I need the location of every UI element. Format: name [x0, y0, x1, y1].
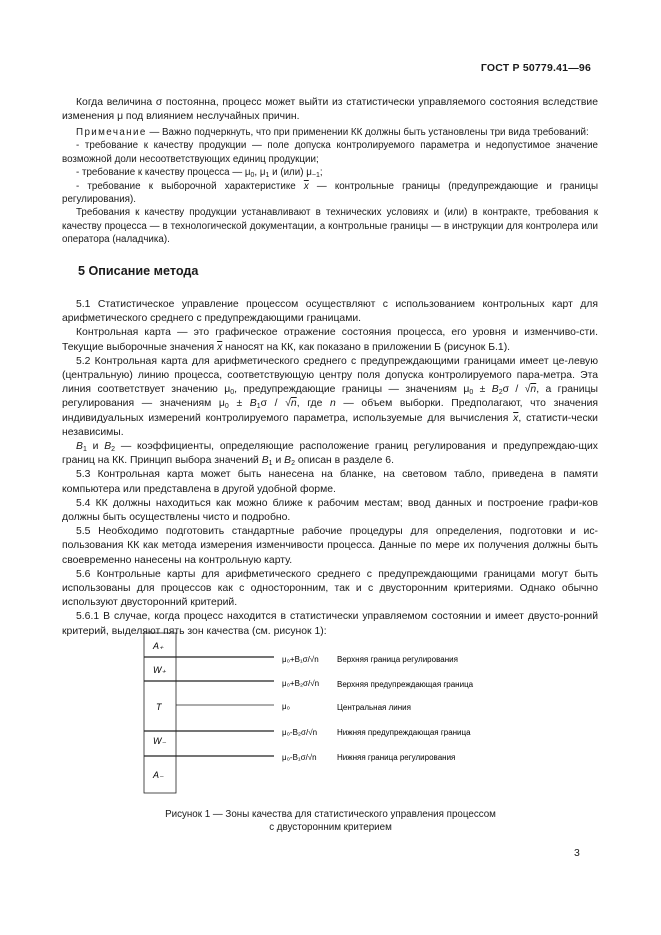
- sub-2: 2: [111, 446, 116, 454]
- b-symbol: B: [249, 398, 257, 410]
- pb-a: и: [86, 441, 105, 453]
- sub-2: 2: [498, 389, 503, 397]
- paragraph-control-chart-a: Контрольная карта — это графическое отражение состояния процесса, его уровня и изменчиво-сти. Текущие выборочные значения: [62, 327, 598, 353]
- document-code-header: ГОСТ Р 50779.41—96: [480, 62, 591, 74]
- n-symbol: n: [530, 384, 537, 396]
- b-symbol: B: [261, 455, 269, 467]
- p52-b: , предупреждающие границы — значениям μ: [234, 384, 470, 396]
- sub-0: 0: [224, 403, 229, 411]
- p52-h: — объем выборки. Предполагают, что значения индивидуальных измерений контролируемого параметра, используемые для вычисления: [62, 398, 599, 424]
- p52-i: , статисти-чески независимы.: [62, 412, 598, 438]
- formula-lcl: μ₀-B₁σ/√n: [282, 753, 317, 762]
- formula-ucl: μ₀+B₁σ/√n: [282, 655, 319, 664]
- note-item-process-end: ;: [319, 167, 323, 179]
- label-lcl: Нижняя граница регулирования: [337, 753, 456, 762]
- zone-label-w-minus: W₋: [153, 736, 167, 746]
- n-symbol: n: [330, 398, 336, 410]
- figure-caption-line1: Рисунок 1 — Зоны качества для статистического управления процессом: [165, 809, 496, 820]
- note-item-product: - требование к качеству продукции — поле допуска контролируемого параметра и недопустимое значение возможной доли несоответствующих единиц продукции;: [62, 140, 598, 165]
- paragraph-5-6: 5.6 Контрольные карты для арифметического среднего с предупреждающими границами могут быть использованы для процессов как с односторонним, так и с двусторонним критериями. Однако обычно используют двусторонний критерий.: [62, 568, 598, 609]
- sub-0: 0: [250, 172, 255, 180]
- p52-d: σ / √: [502, 384, 531, 396]
- note-closing: Требования к качеству продукции устанавливают в технических условиях и (или) в контракте, требования к качеству процесса — в технологической документации, а контрольные границы — в инструкции для контролера или оператора (наладчика).: [62, 207, 598, 246]
- b-symbol: B: [104, 441, 112, 453]
- p52-f: σ / √: [260, 398, 291, 410]
- label-lwl: Нижняя предупреждающая граница: [337, 728, 471, 737]
- paragraph-5-3: 5.3 Контрольная карта может быть нанесена на бланке, на световом табло, приведена в памяти компьютера или представлена в другой удобной форме.: [62, 469, 598, 495]
- intro-paragraph: Когда величина σ постоянна, процесс может выйти из статистически управляемого состояния вследствие изменения μ под влиянием неслучайных причин.: [62, 97, 598, 123]
- p52-e: , а границы регулирования — значениям μ: [62, 384, 598, 410]
- section-title: 5 Описание метода: [78, 264, 199, 278]
- b-symbol: B: [491, 384, 499, 396]
- sub-1: 1: [82, 446, 87, 454]
- note-item-process-text: - требование к качеству процесса — μ: [76, 167, 251, 179]
- paragraph-control-chart-b: наносят на КК, как показано в приложении Б (рисунок Б.1).: [222, 341, 511, 353]
- b-symbol: B: [284, 455, 292, 467]
- xbar-symbol: $\overline{x}$: [217, 341, 223, 353]
- paragraph-5-1: 5.1 Статистическое управление процессом осуществляют с использованием контрольных карт для арифметического среднего с предупреждающими границами.: [62, 299, 598, 325]
- formula-lwl: μ₀-B₂σ/√n: [282, 728, 318, 737]
- formula-cl: μ₀: [282, 702, 290, 711]
- b-symbol: B: [76, 441, 83, 453]
- note-item-sample-post: — контрольные границы (предупреждающие и границы регулирования).: [62, 180, 598, 206]
- page-number: 3: [574, 847, 580, 859]
- pb-d: описан в разделе 6.: [294, 455, 394, 467]
- pb-b: — коэффициенты, определяющие расположение границ регулирования и предупреждаю-щих границ на КК. Принцип выбора значений: [62, 441, 599, 467]
- sub-2: 2: [291, 460, 295, 468]
- label-cl: Центральная линия: [337, 703, 411, 712]
- n-symbol: n: [290, 398, 297, 410]
- paragraph-5-6-1: 5.6.1 В случае, когда процесс находится в статистически управляемом состоянии и имеет двусто-ронний критерий, выделяют пять зон качества (см. рисунок 1):: [62, 611, 598, 637]
- label-ucl: Верхняя граница регулирования: [337, 655, 458, 664]
- formula-uwl: μ₀+B₂σ/√n: [282, 679, 320, 688]
- p52-c: ±: [473, 384, 492, 396]
- xbar-symbol: $\overline{x}$: [513, 412, 519, 424]
- zone-label-a-minus: A₋: [153, 770, 164, 780]
- sub-1: 1: [256, 403, 261, 411]
- note-lead-text: — Важно подчеркнуть, что при применении КК должны быть установлены три вида требований:: [146, 127, 589, 138]
- zone-label-w-plus: W₊: [153, 665, 167, 675]
- label-uwl: Верхняя предупреждающая граница: [337, 680, 474, 689]
- sub-1: 1: [265, 172, 270, 180]
- figure-caption: [0, 808, 661, 834]
- paragraph-5-5: 5.5 Необходимо подготовить стандартные рабочие процедуры для определения, подготовки и ис-пользования КК как метода измерения изменчивости процесса. Данные по мере их получения должны быть своевременно нанесены на контрольную карту.: [62, 526, 598, 566]
- pb-c: и: [272, 455, 285, 467]
- note-item-process-sep2: и (или) μ: [269, 167, 312, 179]
- sub-minus1: −1: [311, 172, 320, 180]
- sub-0: 0: [469, 389, 474, 397]
- note-item-sample-text: - требование к выборочной характеристике: [76, 180, 304, 192]
- sub-1: 1: [268, 460, 273, 468]
- p52-a: 5.2 Контрольная карта для арифметического среднего с предупреждающими границами имеет це-левую (центральную) линию процесса, соответствующую центру поля допуска контролируемого пара-метра. Эта линия соответствует значению μ: [62, 355, 598, 396]
- figure-caption-line2: с двусторонним критерием: [269, 822, 392, 833]
- p52-g: , где: [296, 398, 330, 410]
- sub-0: 0: [230, 389, 235, 397]
- paragraph-5-4: 5.4 КК должны находиться как можно ближе к рабочим местам; ввод данных и построение графи-ков должны быть осуществлены чисто и подробно.: [62, 497, 598, 524]
- p52-c: ±: [228, 398, 250, 410]
- note-item-process-sep1: , μ: [254, 167, 266, 179]
- zone-label-t: T: [156, 702, 162, 712]
- xbar-symbol: $\overline{x}$: [303, 180, 309, 192]
- zone-label-a-plus: A₊: [153, 641, 164, 651]
- note-label: Примечание: [76, 127, 147, 138]
